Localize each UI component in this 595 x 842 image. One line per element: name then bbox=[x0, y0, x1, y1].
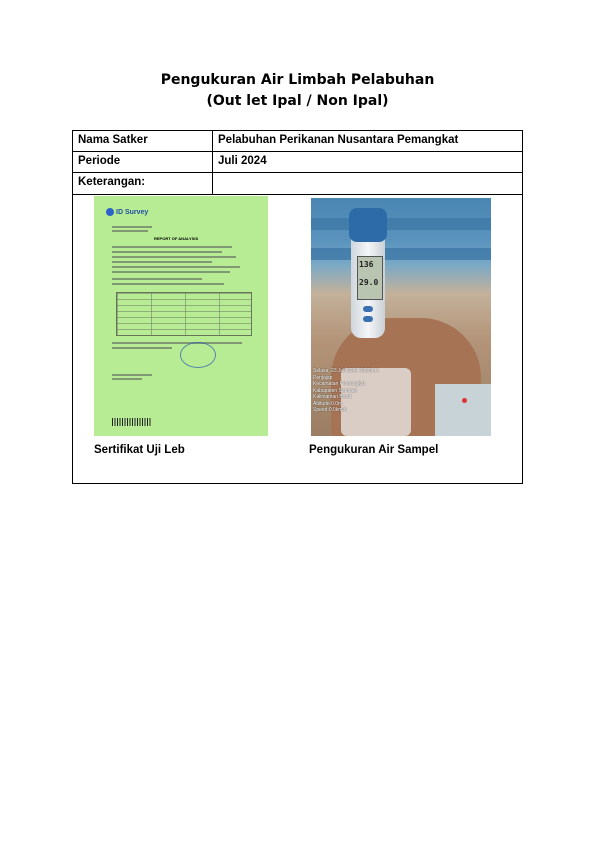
row-label: Keterangan: bbox=[78, 176, 146, 188]
photo-caption: Pengukuran Air Sampel bbox=[309, 444, 439, 456]
document-title: Pengukuran Air Limbah Pelabuhan bbox=[160, 72, 435, 88]
geotag-overlay: Selasa, 23 Juli 2024 08:55:44 Penjajap Kecamatan Pemangkat Kabupaten Sambas Kalimantan Barat Altitude:0.0m Speed:0.0km/h bbox=[313, 368, 379, 413]
row-label: Nama Satker bbox=[78, 134, 148, 146]
sample-measurement-photo bbox=[311, 198, 491, 436]
row-value: Juli 2024 bbox=[218, 155, 267, 167]
document-subtitle: (Out let Ipal / Non Ipal) bbox=[206, 93, 389, 109]
logo-icon bbox=[106, 208, 114, 216]
map-thumbnail bbox=[435, 384, 491, 436]
meter-cap bbox=[349, 208, 387, 242]
certificate-results-table bbox=[116, 292, 252, 336]
column-divider bbox=[212, 131, 213, 195]
certificate-stamp bbox=[180, 342, 216, 368]
table-row bbox=[73, 173, 522, 195]
meter-button bbox=[363, 316, 373, 322]
certificate-logo: ID Survey bbox=[106, 208, 148, 216]
map-pin-icon bbox=[462, 398, 467, 403]
meter-reading: 29.0 bbox=[359, 278, 379, 287]
meter-reading: 136 bbox=[359, 260, 374, 269]
table-row bbox=[73, 131, 522, 152]
row-value: Pelabuhan Perikanan Nusantara Pemangkat bbox=[218, 134, 459, 146]
table-row bbox=[73, 152, 522, 173]
meter-button bbox=[363, 306, 373, 312]
lab-certificate-image bbox=[94, 196, 268, 436]
row-label: Periode bbox=[78, 155, 121, 167]
certificate-heading: REPORT OF ANALYSIS bbox=[154, 236, 199, 241]
barcode bbox=[112, 418, 152, 426]
certificate-caption: Sertifikat Uji Leb bbox=[94, 444, 185, 456]
